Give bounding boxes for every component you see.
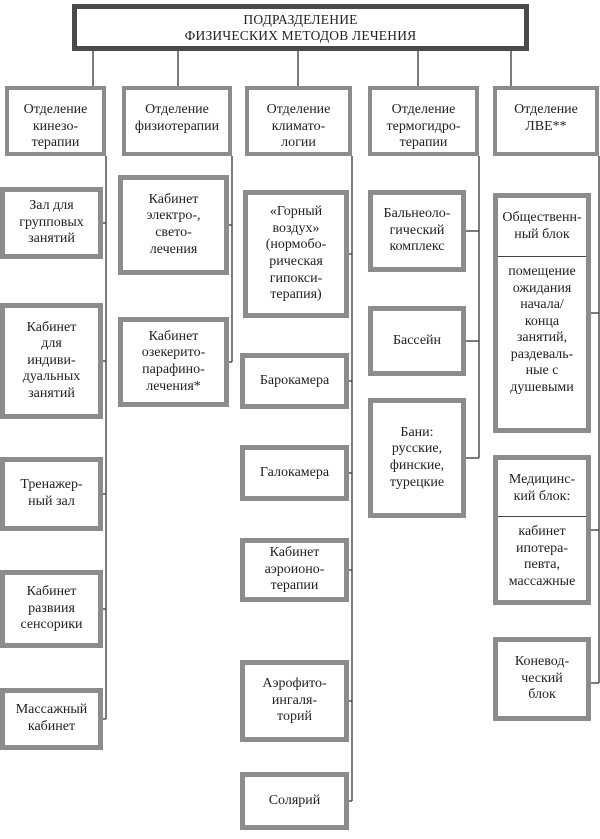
unit-sensory-room <box>0 570 103 648</box>
unit-label: Кабинет аэроионо- терапии <box>264 545 325 594</box>
dept-label: Отделение ЛВЕ** <box>514 102 578 134</box>
unit-title: Медицинс- кий блок: <box>508 472 576 504</box>
dept-thermohydrotherapy <box>368 86 479 156</box>
unit-gym <box>0 457 103 531</box>
unit-label: Бальнеоло- гический комплекс <box>383 206 451 255</box>
unit-detail: помещение ожидания начала/ конца занятий, раздеваль- ные с душевыми <box>508 264 576 395</box>
unit-pool <box>368 306 466 376</box>
unit-mountain-air <box>243 190 349 318</box>
unit-label: Кабинет озекерито- парафино- лечения* <box>141 328 206 394</box>
unit-solarium <box>240 772 349 830</box>
unit-individual-room <box>0 303 103 419</box>
unit-balneology-complex <box>368 190 466 272</box>
unit-barochamber <box>240 353 349 409</box>
dept-label: Отделение кинезо- терапии <box>23 102 88 151</box>
unit-label: Бани: русские, финские, турецкие <box>389 424 445 490</box>
unit-halochamber <box>240 445 349 501</box>
dept-kinesotherapy <box>5 86 106 156</box>
unit-electro-light <box>118 175 229 275</box>
unit-label: Солярий <box>268 792 321 808</box>
unit-label: Кабинет для индиви- дуальных занятий <box>22 319 81 401</box>
dept-lve <box>493 86 599 156</box>
dept-label: Отделение климато- логии <box>266 102 331 151</box>
unit-label: Галокамера <box>259 464 330 480</box>
unit-detail: кабинет ипотера- певта, массажные <box>508 524 576 589</box>
unit-title: Общественн- ный блок <box>502 210 582 242</box>
unit-label: Бассейн <box>392 332 442 348</box>
unit-label: Барокамера <box>259 372 330 388</box>
unit-label: Коневод- ческий блок <box>514 654 570 703</box>
unit-aeroion-therapy <box>240 538 349 602</box>
root-title: ПОДРАЗДЕЛЕНИЕ ФИЗИЧЕСКИХ МЕТОДОВ ЛЕЧЕНИЯ <box>184 11 417 43</box>
unit-label: Кабинет развиия сенсорики <box>20 584 83 633</box>
unit-label: Зал для групповых занятий <box>19 198 84 247</box>
unit-divider <box>498 256 586 257</box>
unit-label: Тренажер- ный зал <box>20 477 83 509</box>
unit-label: Кабинет электро-, свето- лечения <box>146 191 201 257</box>
unit-group-hall <box>0 187 103 259</box>
unit-ozokerite-paraffin <box>118 317 229 407</box>
unit-divider <box>498 516 586 517</box>
dept-label: Отделение термогидро- терапии <box>386 102 461 151</box>
unit-label: Аэрофито- ингаля- торий <box>262 676 327 725</box>
dept-physiotherapy <box>122 86 232 156</box>
unit-horse-block <box>493 637 591 721</box>
unit-medical-block <box>493 455 591 605</box>
dept-label: Отделение физиотерапии <box>134 102 220 134</box>
unit-label: Массажный кабинет <box>15 702 88 734</box>
unit-massage-room <box>0 688 103 750</box>
unit-public-block <box>493 193 591 433</box>
unit-aerophyto-inhalatory <box>240 660 349 742</box>
unit-baths <box>368 398 466 518</box>
root-title-box <box>72 4 529 51</box>
dept-climatology <box>245 86 352 156</box>
unit-label: «Горный воздух» (нормобо- рическая гипокси- терапия) <box>265 204 327 303</box>
